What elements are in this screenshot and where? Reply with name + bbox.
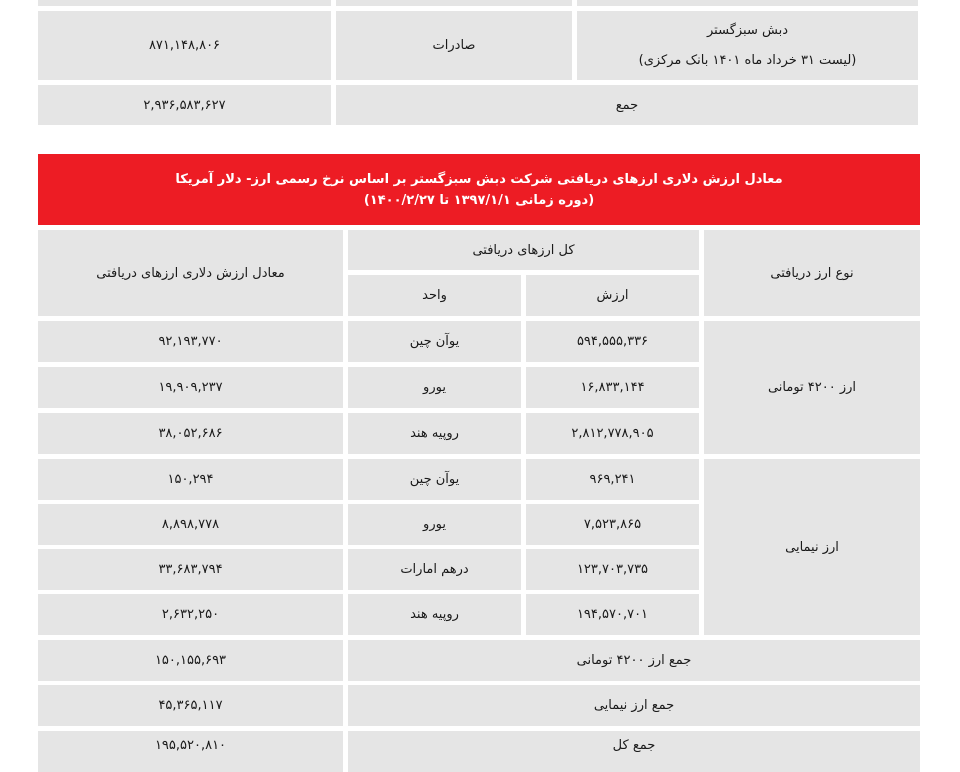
group-label-4200: ارز ۴۲۰۰ تومانی	[704, 321, 920, 454]
row-unit: یوآن چین	[348, 459, 521, 500]
row-value: ۵۹۴,۵۵۵,۳۳۶	[526, 321, 699, 362]
group-label-nimaei: ارز نیمایی	[704, 459, 920, 635]
row-unit: درهم امارات	[348, 549, 521, 590]
summary-label: جمع ارز ۴۲۰۰ تومانی	[348, 640, 920, 681]
row-unit: یورو	[348, 504, 521, 545]
export-amount: ۸۷۱,۱۴۸,۸۰۶	[38, 11, 331, 80]
summary-label: جمع ارز نیمایی	[348, 685, 920, 726]
row-unit: یورو	[348, 367, 521, 408]
summary-usd: ۴۵,۳۶۵,۱۱۷	[38, 685, 343, 726]
table-period: (دوره زمانی ۱۳۹۷/۱/۱ تا ۱۴۰۰/۲/۲۷)	[363, 192, 595, 208]
top-total-amount: ۲,۹۳۶,۵۸۳,۶۲۷	[38, 85, 331, 125]
header-unit: واحد	[348, 275, 521, 316]
summary-usd: ۱۹۵,۵۲۰,۸۱۰	[38, 731, 343, 772]
table-title: معادل ارزش دلاری ارزهای دریافتی شرکت دبش سبزگستر بر اساس نرخ رسمی ارز- دلار آمریکا	[175, 171, 783, 187]
row-unit: یوآن چین	[348, 321, 521, 362]
top-table-partial-row	[38, 0, 331, 6]
summary-label: جمع کل	[348, 731, 920, 772]
row-usd: ۱۹,۹۰۹,۲۳۷	[38, 367, 343, 408]
header-total-received: کل ارزهای دریافتی	[348, 230, 699, 270]
row-value: ۱۲۳,۷۰۳,۷۳۵	[526, 549, 699, 590]
row-usd: ۳۳,۶۸۳,۷۹۴	[38, 549, 343, 590]
company-name: دبش سبزگستر	[707, 22, 788, 38]
row-unit: روپیه هند	[348, 594, 521, 635]
row-value: ۷,۵۲۳,۸۶۵	[526, 504, 699, 545]
row-usd: ۸,۸۹۸,۷۷۸	[38, 504, 343, 545]
table-title-banner	[38, 154, 920, 225]
header-dollar-equiv: معادل ارزش دلاری ارزهای دریافتی	[38, 230, 343, 316]
row-value: ۱۶,۸۳۳,۱۴۴	[526, 367, 699, 408]
row-usd: ۲,۶۳۲,۲۵۰	[38, 594, 343, 635]
export-category: صادرات	[336, 11, 572, 80]
company-cell	[577, 11, 918, 80]
summary-usd: ۱۵۰,۱۵۵,۶۹۳	[38, 640, 343, 681]
row-value: ۱۹۴,۵۷۰,۷۰۱	[526, 594, 699, 635]
top-table-partial-row	[577, 0, 918, 6]
top-total-label: جمع	[336, 85, 918, 125]
source-note: (لیست ۳۱ خرداد ماه ۱۴۰۱ بانک مرکزی)	[638, 52, 857, 68]
row-value: ۲,۸۱۲,۷۷۸,۹۰۵	[526, 413, 699, 454]
header-currency-type: نوع ارز دریافتی	[704, 230, 920, 316]
row-usd: ۱۵۰,۲۹۴	[38, 459, 343, 500]
row-usd: ۳۸,۰۵۲,۶۸۶	[38, 413, 343, 454]
header-value: ارزش	[526, 275, 699, 316]
top-table-partial-row	[336, 0, 572, 6]
row-value: ۹۶۹,۲۴۱	[526, 459, 699, 500]
row-usd: ۹۲,۱۹۳,۷۷۰	[38, 321, 343, 362]
row-unit: روپیه هند	[348, 413, 521, 454]
